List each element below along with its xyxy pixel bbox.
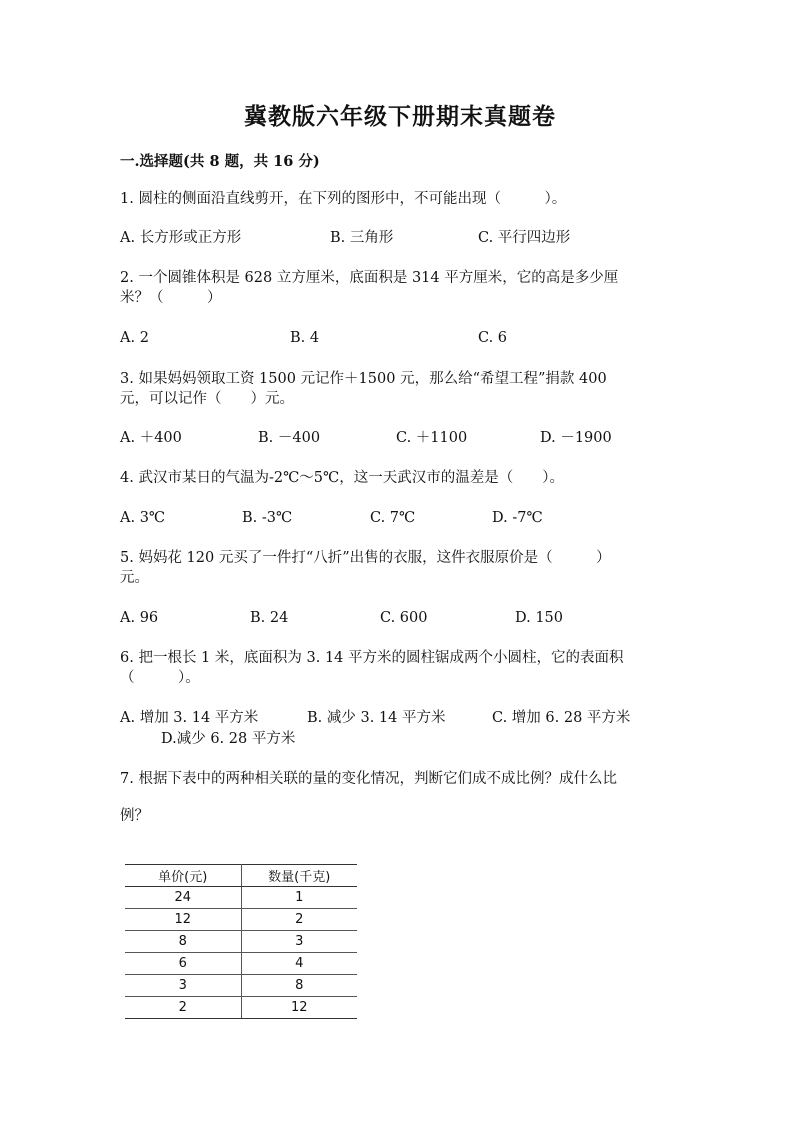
question-1-option-c: C. 平行四边形 — [478, 230, 571, 246]
question-6-option-a: A. 增加 3. 14 平方米 — [120, 710, 259, 726]
question-1-option-a: A. 长方形或正方形 — [120, 230, 242, 246]
question-2-text-line-1: 2. 一个圆锥体积是 628 立方厘米，底面积是 314 平方厘米，它的高是多少厘 — [120, 270, 619, 286]
question-2-option-b: B. 4 — [290, 330, 320, 346]
question-3-text-line-1: 3. 如果妈妈领取工资 1500 元记作＋1500 元，那么给“希望工程”捐款 400 — [120, 371, 607, 387]
table-cell: 3 — [241, 931, 357, 953]
question-2-text-line-2: 米？（ ） — [120, 290, 222, 306]
table-cell: 24 — [125, 887, 241, 909]
question-5-text-line-2: 元。 — [120, 570, 149, 586]
question-4-option-a: A. 3℃ — [120, 510, 166, 526]
table-header-row — [125, 865, 357, 887]
question-4-option-d: D. -7℃ — [492, 510, 543, 526]
question-1-option-b: B. 三角形 — [330, 230, 394, 246]
question-3-option-c: C. ＋1100 — [396, 430, 468, 446]
table-row — [125, 931, 357, 953]
table-cell: 12 — [125, 909, 241, 931]
question-4-option-b: B. -3℃ — [242, 510, 293, 526]
question-3-option-b: B. －400 — [258, 430, 321, 446]
question-5-option-a: A. 96 — [120, 610, 159, 626]
question-1-text: 1. 圆柱的侧面沿直线剪开，在下列的图形中，不可能出现（ ）。 — [120, 191, 567, 207]
question-6-text-line-2: （ ）。 — [120, 670, 200, 686]
question-6-option-c: C. 增加 6. 28 平方米 — [492, 710, 631, 726]
question-4-option-c: C. 7℃ — [370, 510, 416, 526]
question-7-text-line-1: 7. 根据下表中的两种相关联的量的变化情况，判断它们成不成比例？成什么比 — [120, 771, 617, 787]
table-row — [125, 953, 357, 975]
question-6-text-line-1: 6. 把一根长 1 米，底面积为 3. 14 平方米的圆柱锯成两个小圆柱，它的表面积 — [120, 650, 624, 666]
question-5-option-c: C. 600 — [380, 610, 428, 626]
question-5-text-line-1: 5. 妈妈花 120 元买了一件打“八折”出售的衣服，这件衣服原价是（ ） — [120, 550, 611, 566]
table-cell: 8 — [241, 975, 357, 997]
question-6-option-b: B. 减少 3. 14 平方米 — [307, 710, 446, 726]
question-2-option-a: A. 2 — [120, 330, 149, 346]
table-row — [125, 975, 357, 997]
table-cell: 1 — [241, 887, 357, 909]
table-header-cell: 单价(元) — [125, 865, 241, 887]
question-5-option-d: D. 150 — [515, 610, 564, 626]
table-row — [125, 997, 357, 1019]
table-row — [125, 909, 357, 931]
table-cell: 4 — [241, 953, 357, 975]
table-cell: 2 — [125, 997, 241, 1019]
table-row — [125, 887, 357, 909]
question-2-option-c: C. 6 — [478, 330, 508, 346]
section-heading: 一.选择题(共 8 题，共 16 分) — [120, 153, 320, 170]
question-5-option-b: B. 24 — [250, 610, 289, 626]
question-7-text-line-2: 例？ — [120, 808, 149, 824]
question-3-option-d: D. －1900 — [540, 430, 612, 446]
question-3-option-a: A. ＋400 — [120, 430, 182, 446]
table-cell: 8 — [125, 931, 241, 953]
table-cell: 2 — [241, 909, 357, 931]
question-6-option-d: D.减少 6. 28 平方米 — [161, 731, 296, 747]
question-3-text-line-2: 元，可以记作（ ）元。 — [120, 391, 294, 407]
table-cell: 6 — [125, 953, 241, 975]
page-title: 冀教版六年级下册期末真题卷 — [244, 103, 556, 130]
table-header-cell: 数量(千克) — [241, 865, 357, 887]
table-cell: 3 — [125, 975, 241, 997]
price-quantity-table — [125, 864, 357, 1019]
table-cell: 12 — [241, 997, 357, 1019]
question-4-text: 4. 武汉市某日的气温为-2℃～5℃，这一天武汉市的温差是（ ）。 — [120, 470, 564, 486]
